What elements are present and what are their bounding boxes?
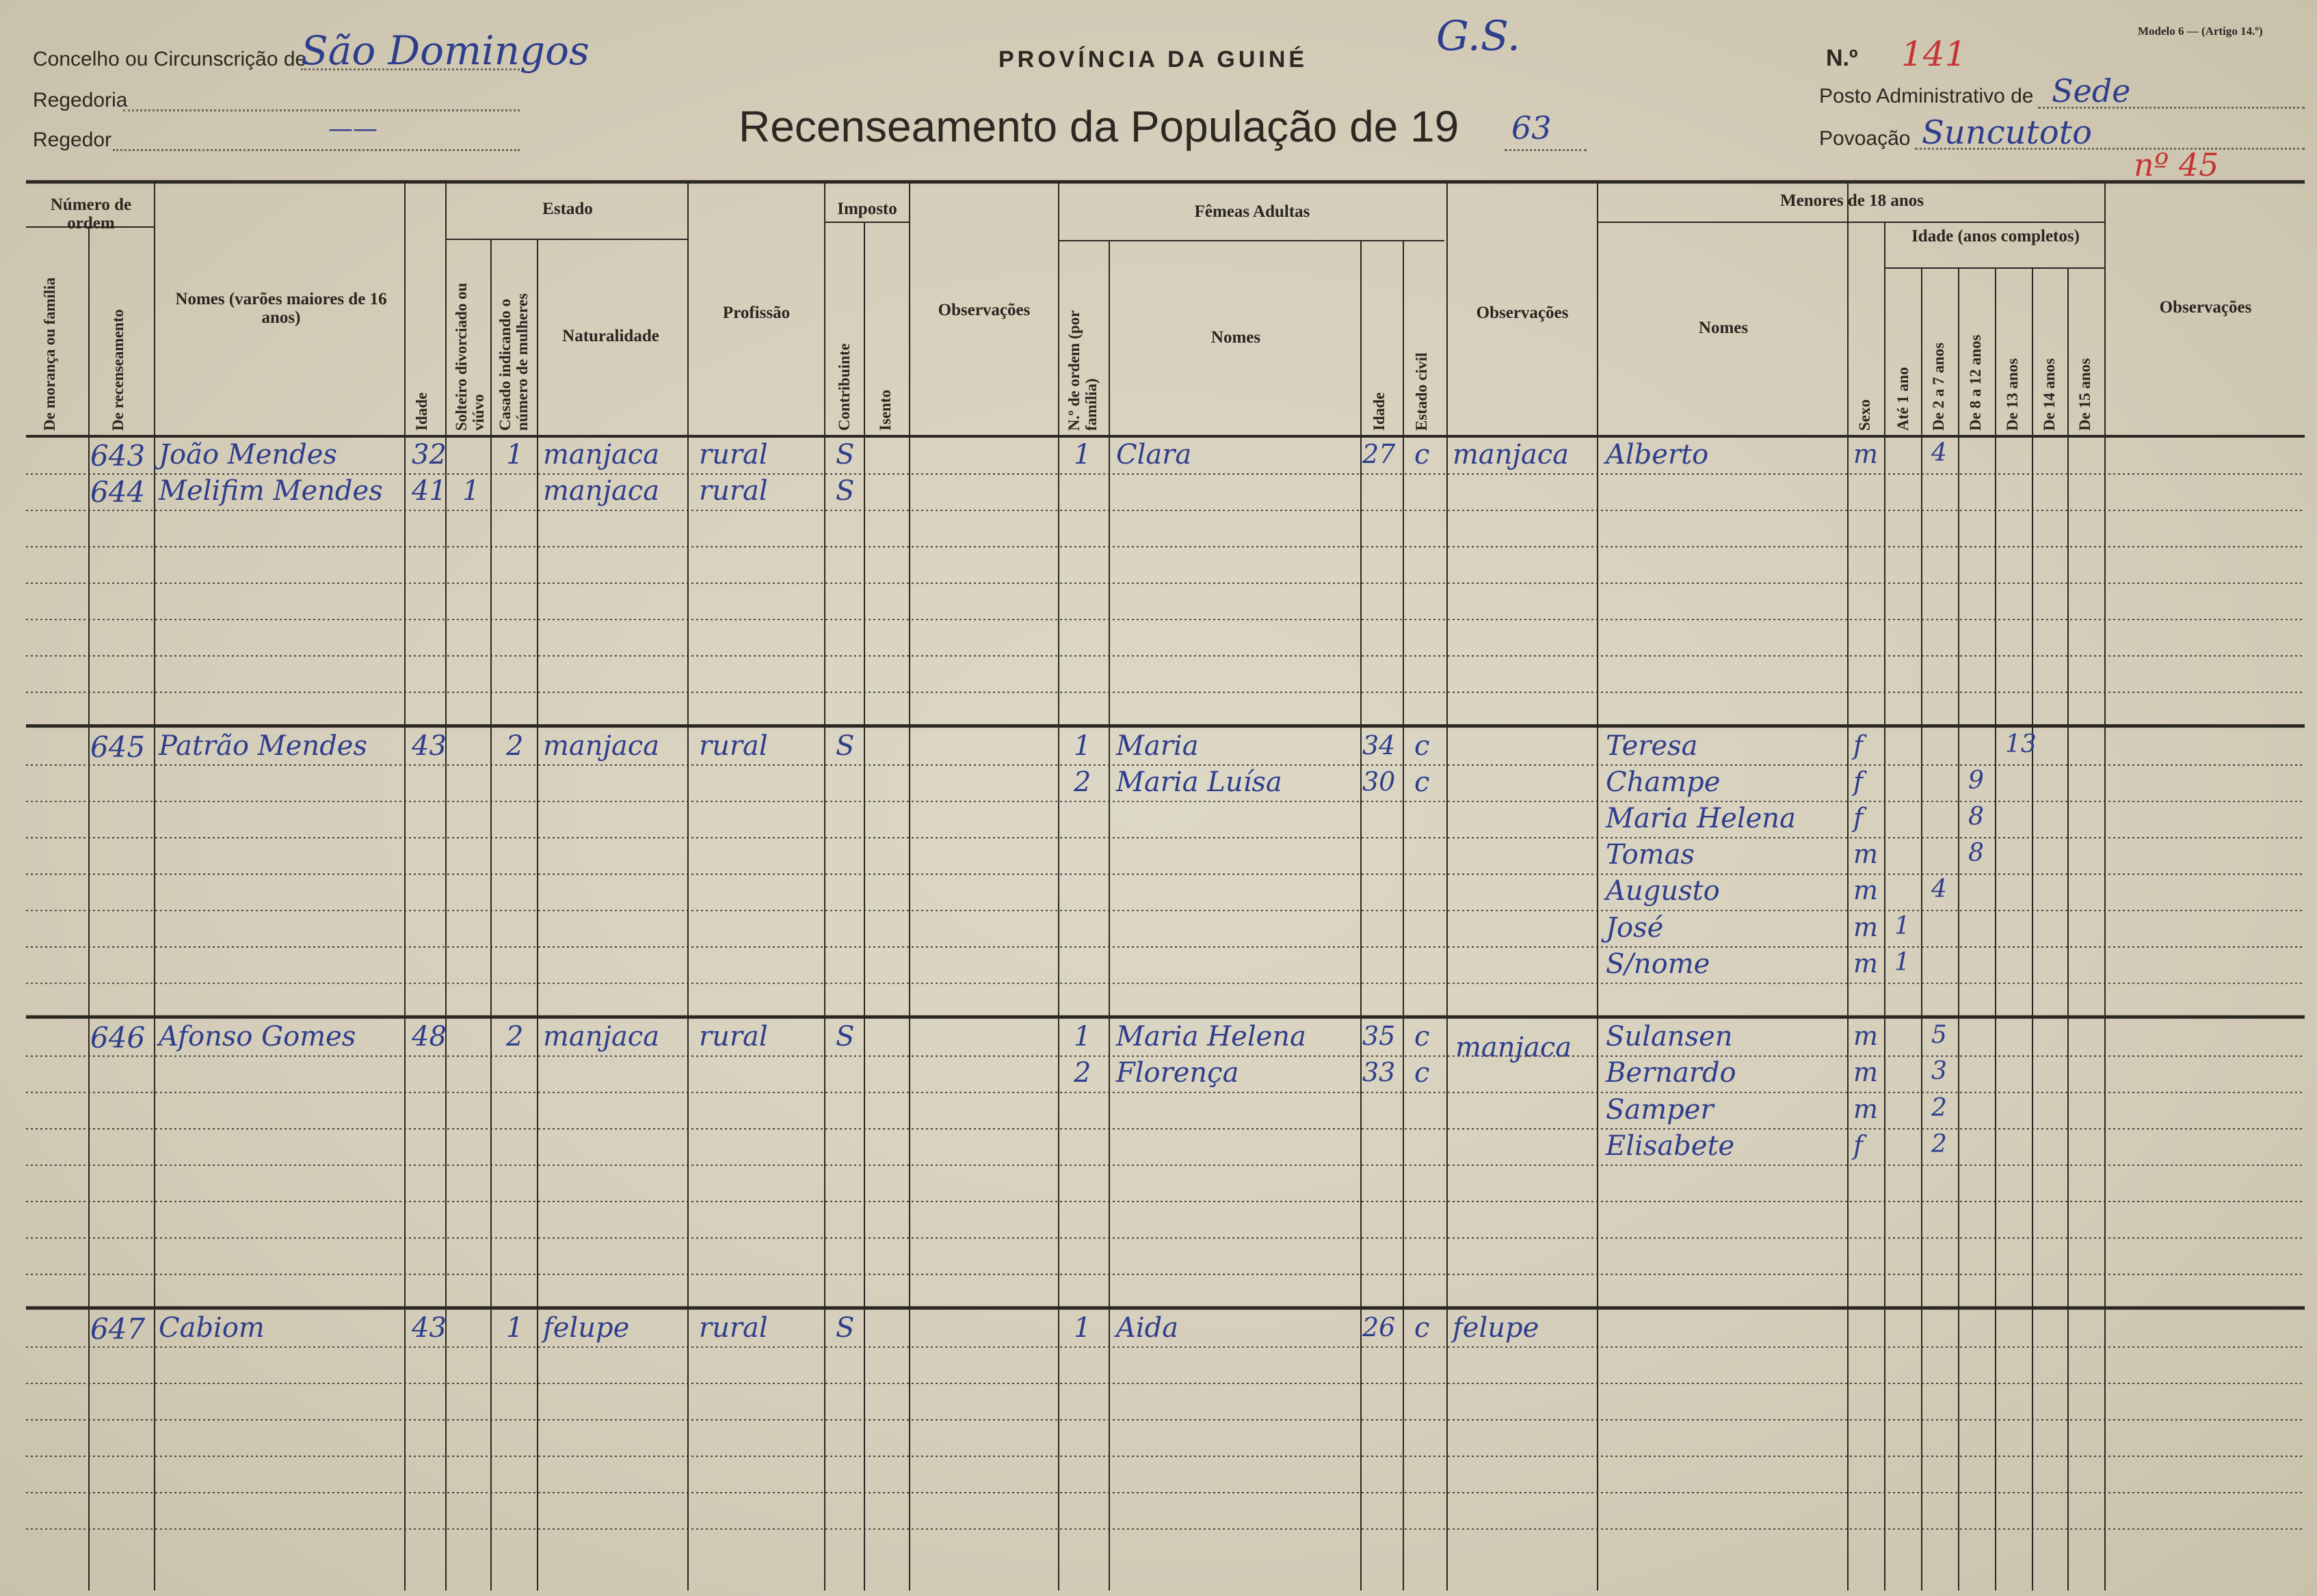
menor-sexo: m bbox=[1853, 875, 1879, 906]
femea-nome: Maria Luísa bbox=[1116, 766, 1282, 798]
posto-label: Posto Administrativo de bbox=[1819, 85, 2034, 107]
col-de-14: De 14 anos bbox=[2041, 358, 2058, 431]
col-observacoes-1: Observações bbox=[938, 301, 1031, 319]
col-no-ordem-familia: N.º de ordem (por família) bbox=[1065, 310, 1100, 431]
entry-profissao: rural bbox=[699, 1312, 768, 1344]
femea-idade: 30 bbox=[1362, 766, 1396, 797]
concelho-value: São Domingos bbox=[301, 27, 590, 74]
femea-nome: Maria Helena bbox=[1116, 1021, 1306, 1053]
povoacao-value: Suncutoto bbox=[1922, 114, 2092, 152]
menor-idade-value: 4 bbox=[1931, 875, 1947, 904]
femea-ordem: 2 bbox=[1074, 1057, 1091, 1089]
col-solteiro: Solteiro divorciado ou viúvo bbox=[453, 282, 487, 431]
femea-ordem: 1 bbox=[1074, 1312, 1091, 1344]
povoacao-label: Povoação bbox=[1819, 127, 1911, 150]
menor-idade-value: 1 bbox=[1894, 912, 1910, 940]
year-dotted-line bbox=[1505, 149, 1587, 151]
col-observacoes-3: Observações bbox=[2159, 298, 2252, 317]
initials-mark: G.S. bbox=[1436, 12, 1520, 60]
femea-observacoes: manjaca bbox=[1453, 439, 1570, 470]
col-profissao: Profissão bbox=[722, 304, 791, 322]
femea-ordem: 1 bbox=[1074, 439, 1091, 470]
province-title: PROVÍNCIA DA GUINÉ bbox=[998, 46, 1308, 72]
entry-recenseamento-number: 647 bbox=[90, 1312, 146, 1346]
entry-idade: 43 bbox=[412, 1312, 447, 1344]
menor-sexo: f bbox=[1853, 766, 1864, 797]
number-label: N.º bbox=[1826, 45, 1858, 71]
col-de-recenseamento: De recenseamento bbox=[109, 309, 127, 431]
entry-contribuinte: S bbox=[836, 1312, 855, 1344]
menor-sexo: m bbox=[1853, 948, 1879, 979]
menor-sexo: m bbox=[1853, 839, 1879, 870]
entry-contribuinte: S bbox=[836, 730, 855, 762]
regedoria-dotted-line bbox=[123, 109, 520, 111]
col-naturalidade: Naturalidade bbox=[562, 327, 659, 345]
femea-idade: 35 bbox=[1362, 1021, 1396, 1052]
entry-casado: 1 bbox=[506, 439, 524, 470]
entry-idade: 48 bbox=[412, 1021, 447, 1053]
col-contribuinte: Contribuinte bbox=[836, 343, 853, 431]
regedor-value: —— bbox=[328, 115, 378, 143]
entry-nome-varao: Cabiom bbox=[159, 1312, 265, 1344]
menor-idade-value: 8 bbox=[1968, 803, 1984, 831]
regedoria-label: Regedoria bbox=[33, 89, 128, 111]
entry-nome-varao: Afonso Gomes bbox=[159, 1021, 356, 1053]
femea-estado-civil: c bbox=[1414, 730, 1430, 762]
femea-idade: 33 bbox=[1362, 1057, 1396, 1088]
entry-idade: 43 bbox=[412, 730, 447, 762]
entry-nome-varao: Patrão Mendes bbox=[159, 730, 367, 762]
menor-nome: Sulansen bbox=[1606, 1021, 1733, 1053]
menor-sexo: m bbox=[1853, 439, 1879, 469]
menor-nome: Alberto bbox=[1606, 439, 1709, 470]
col-ate-1: Até 1 ano bbox=[1894, 367, 1911, 431]
col-de-moranca: De morança ou família bbox=[41, 277, 58, 431]
entry-profissao: rural bbox=[699, 439, 768, 470]
entry-recenseamento-number: 645 bbox=[90, 730, 146, 764]
col-de-13: De 13 anos bbox=[2004, 358, 2021, 431]
femea-idade: 26 bbox=[1362, 1312, 1396, 1342]
menor-sexo: m bbox=[1853, 1093, 1879, 1124]
entry-recenseamento-number: 646 bbox=[90, 1021, 146, 1055]
col-sexo: Sexo bbox=[1856, 399, 1873, 431]
model-note: Modelo 6 — (Artigo 14.º) bbox=[2138, 25, 2263, 38]
femea-ordem: 1 bbox=[1074, 730, 1091, 762]
entry-idade: 32 bbox=[412, 439, 447, 470]
menor-idade-value: 13 bbox=[2005, 730, 2037, 758]
col-femeas-adultas: Fêmeas Adultas bbox=[1194, 202, 1310, 221]
col-idade: Idade bbox=[413, 392, 430, 431]
menor-idade-value: 3 bbox=[1931, 1057, 1947, 1086]
menor-idade-value: 9 bbox=[1968, 766, 1984, 795]
regedor-label: Regedor bbox=[33, 129, 112, 151]
red-note: nº 45 bbox=[2134, 146, 2219, 183]
menor-nome: Elisabete bbox=[1606, 1130, 1735, 1162]
femea-estado-civil: c bbox=[1414, 439, 1430, 470]
entry-naturalidade: manjaca bbox=[543, 1021, 660, 1053]
menor-idade-value: 4 bbox=[1931, 439, 1947, 467]
femea-nome: Clara bbox=[1116, 439, 1192, 470]
entry-naturalidade: manjaca bbox=[543, 730, 660, 762]
femea-nome: Aida bbox=[1116, 1312, 1179, 1344]
menor-nome: Bernardo bbox=[1606, 1057, 1736, 1089]
menor-nome: José bbox=[1606, 912, 1664, 944]
menor-nome: Tomas bbox=[1606, 839, 1695, 871]
entry-casado: 2 bbox=[506, 1021, 524, 1053]
entry-contribuinte: S bbox=[836, 439, 855, 470]
femea-estado-civil: c bbox=[1414, 1312, 1430, 1344]
femea-idade: 27 bbox=[1362, 439, 1396, 469]
entry-naturalidade: manjaca bbox=[543, 475, 660, 507]
femea-estado-civil: c bbox=[1414, 1021, 1430, 1053]
col-idade-menores: Idade (anos completos) bbox=[1911, 227, 2080, 245]
col-estado-civil: Estado civil bbox=[1413, 352, 1430, 431]
col-nomes-varoes: Nomes (varões maiores de 16 anos) bbox=[175, 290, 387, 327]
menor-nome: Samper bbox=[1606, 1093, 1714, 1126]
year-suffix: 63 bbox=[1511, 109, 1552, 146]
menor-sexo: m bbox=[1853, 1057, 1879, 1088]
menor-idade-value: 1 bbox=[1894, 948, 1910, 976]
col-nomes-femeas: Nomes bbox=[1210, 328, 1261, 347]
menor-nome: S/nome bbox=[1606, 948, 1710, 980]
col-de-2-7: De 2 a 7 anos bbox=[1930, 342, 1947, 431]
femea-nome: Maria bbox=[1116, 730, 1199, 762]
menor-nome: Champe bbox=[1606, 766, 1721, 798]
col-numero-ordem: Número de ordem bbox=[50, 196, 132, 232]
regedor-dotted-line bbox=[113, 149, 520, 151]
menor-sexo: f bbox=[1853, 730, 1864, 760]
menor-sexo: m bbox=[1853, 912, 1879, 942]
femea-nome: Florença bbox=[1116, 1057, 1239, 1089]
document-title: Recenseamento da População de 19 bbox=[739, 102, 1459, 151]
col-de-8-12: De 8 a 12 anos bbox=[1967, 334, 1984, 431]
menor-idade-value: 5 bbox=[1931, 1021, 1947, 1050]
entry-profissao: rural bbox=[699, 730, 768, 762]
entry-nome-varao: João Mendes bbox=[159, 439, 337, 470]
entry-casado: 1 bbox=[506, 1312, 524, 1344]
col-idade-femeas: Idade bbox=[1371, 392, 1388, 431]
posto-value: Sede bbox=[2052, 72, 2131, 109]
menor-idade-value: 2 bbox=[1931, 1130, 1947, 1158]
entry-naturalidade: manjaca bbox=[543, 439, 660, 470]
number-value: 141 bbox=[1901, 34, 1967, 74]
entry-recenseamento-number: 643 bbox=[90, 439, 146, 473]
femea-ordem: 1 bbox=[1074, 1021, 1091, 1053]
entry-idade: 41 bbox=[412, 475, 447, 507]
menor-idade-value: 2 bbox=[1931, 1093, 1947, 1122]
entry-contribuinte: S bbox=[836, 475, 855, 507]
entry-naturalidade: felupe bbox=[543, 1312, 630, 1344]
femea-estado-civil: c bbox=[1414, 766, 1430, 798]
femea-observacoes: felupe bbox=[1453, 1312, 1539, 1344]
menor-idade-value: 8 bbox=[1968, 839, 1984, 868]
observacoes-family-note: manjaca bbox=[1455, 1032, 1572, 1064]
menor-sexo: f bbox=[1853, 803, 1864, 833]
entry-profissao: rural bbox=[699, 1021, 768, 1053]
entry-contribuinte: S bbox=[836, 1021, 855, 1053]
entry-solteiro: 1 bbox=[462, 475, 480, 507]
femea-ordem: 2 bbox=[1074, 766, 1091, 798]
entry-profissao: rural bbox=[699, 475, 768, 507]
col-imposto: Imposto bbox=[837, 200, 897, 218]
col-menores: Menores de 18 anos bbox=[1780, 191, 1924, 210]
femea-estado-civil: c bbox=[1414, 1057, 1430, 1089]
col-observacoes-2: Observações bbox=[1476, 304, 1569, 322]
col-nomes-menores: Nomes bbox=[1698, 319, 1749, 337]
col-estado: Estado bbox=[542, 200, 593, 218]
col-de-15: De 15 anos bbox=[2076, 358, 2093, 431]
entry-casado: 2 bbox=[506, 730, 524, 762]
menor-nome: Augusto bbox=[1606, 875, 1720, 907]
menor-nome: Maria Helena bbox=[1606, 803, 1796, 834]
menor-sexo: m bbox=[1853, 1021, 1879, 1052]
menor-nome: Teresa bbox=[1606, 730, 1698, 762]
entry-recenseamento-number: 644 bbox=[90, 475, 146, 509]
entry-nome-varao: Melifim Mendes bbox=[159, 475, 383, 507]
femea-idade: 34 bbox=[1362, 730, 1396, 760]
col-isento: Isento bbox=[877, 389, 894, 431]
concelho-label: Concelho ou Circunscrição de bbox=[33, 48, 307, 70]
menor-sexo: f bbox=[1853, 1130, 1864, 1160]
col-casado: Casado indicando o número de mulheres bbox=[496, 293, 531, 431]
